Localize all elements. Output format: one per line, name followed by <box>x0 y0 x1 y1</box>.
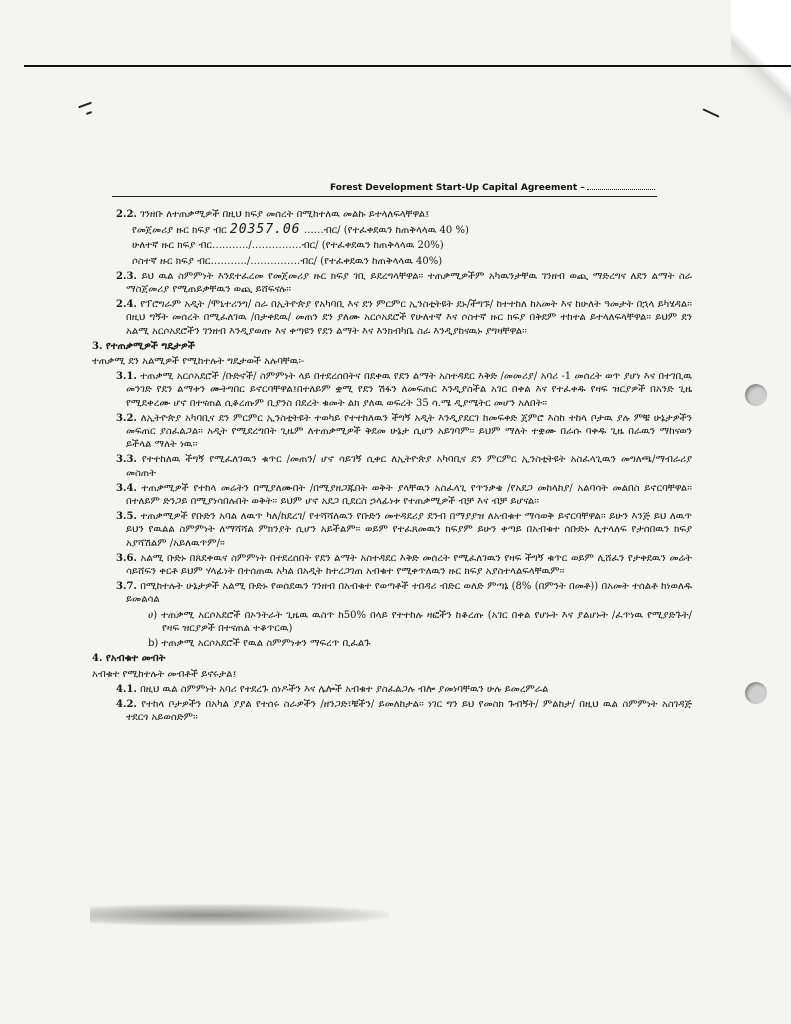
punch-hole <box>745 682 767 704</box>
clause-number: 3.7. <box>116 581 137 593</box>
header-title: Forest Development Start-Up Capital Agreement – <box>330 183 585 193</box>
clause-text: ገንዘቡ ለተጠቃሚዎች በዚህ ክፍያ መሰረት በሚከተለዉ መልኩ ይተላለፍላቸዋል፤ <box>140 209 430 220</box>
clause-2-4 <box>92 298 692 338</box>
clause-number: 2.3. <box>116 270 137 282</box>
scan-speck <box>78 102 92 109</box>
clause-number: 4.2. <box>116 698 137 710</box>
clause-3-7-a: ሀ) ተጠቃሚ አርሶአደሮች በኦንትራት ጊዜዉ ዉስጥ ከ50% በላይ የተተከሉ ዛፎችን ከቆረጡ (አገር በቀል የሆኑት እና ያልሆኑት /ፈጥነዉ የሚያድጉት/ የዛፍ ዝርያዎች በተናጠል ተቆጥርዉ) <box>148 609 692 634</box>
clause-text: ተጠቃሚዎች የተከላ መሬትን በሚያለሙበት /በሚያዘጋጁበት ወቅት ያላቸዉን አስፈላጊ የጥንቃቄ /የአደጋ መከላከያ/ አልባሳት መልበስ ይኖርባቸዋል፡፡ በተለይም ድንጋይ በሚያነሳበሉበት ወቅት፡፡ ይህም ሆኖ አደጋ ቢደርስ ኃላፊነቱ የተጠቃሚዎች ብቻ እና ብቻ ይሆናል፡፡ <box>126 482 692 508</box>
clause-2-3 <box>92 270 692 296</box>
header-rule <box>112 196 657 197</box>
clause-3-1 <box>92 370 692 410</box>
clause-text: ተጠቃሚ አርሶአደሮች /ቡድኖች/ ስምምነት ላይ በተደረሰበትና በደቀዉ የደን ልማት አስተዳደር እቅድ /መመሪያ/ አባሪ -1 መሰረት ወጥ ያሆነ እና በተገቢዉ መንገድ የደን ልማቱን ሙትግበር ይኖርባቸዋል፤በተለይም ቋሚ የደን ሽፋን ለመፍጠር እንዲያስችል አገር በቀል እና የተፈቀዱ የዛፍ ዝርያዎች በአንድ ጊዜ የሚደቀረሙ ሆኖ በተናጠል ሲቆረጡም ቢያንስ በደረት ቁመት ልክ ያለዉ ወፍረት 35 ሳ.ሜ ዲያሜትር መሆን አለበት፡፡ <box>126 371 692 409</box>
clause-3-6 <box>92 552 692 578</box>
clause-number: 3.3. <box>116 454 137 466</box>
document-body <box>92 208 692 726</box>
clause-3-2 <box>92 412 692 452</box>
payment-line-1-tail: ……ብር/ (የተፈቀደዉን ከጠቅላላዉ 40 %) <box>303 225 469 237</box>
clause-text: የፕሮግራም አዲት /ሞኒተሪንግ/ ስራ በኢትዮጵያ የአካባቢ እና ደን ምርምር ኢንስቲትዩት ደኑ/ችግኙ/ ከተተከለ ከአመት እና ከሁለት ዓመታት በኋላ ይካሄዳል፡፡ በዚህ ግኝት መሰረት በሚፈለገዉ /በታቀደዉ/ መጠን ደን ያለሙ አርሶአደሮች የሁለተኛ እና ሶስተኛ ዙር ክፍያ በቅደም ተከተል ይተላለፍላቸዋል፡፡ ይህም ደን አልሚ አርሶአደሮችን ገንዘብ እንዲያወጡ እና ቀጣዩን የደን ልማት እና እንክብካቤ ስራ እንዲያከናዉኑ ያግዛቸዋል፡፡ <box>126 299 692 337</box>
scan-speck <box>702 108 719 117</box>
clause-text: አልሚ ቡድኑ በጸደቀዉና ስምምነት በተደረሰበት የደን ልማት አስተዳደር እቅድ መሰረት የሚፈለገዉን የዛፍ ችግኝ ቁጥር ወይም ሊሸፈን የታቀደዉን መሬት ሳይሸፍን ቀርቶ ይህም ሃላፊነት በተሰጠዉ አካል በአዲት ከተረጋገጠ አብቁተ የሚቀጥለዉን ዙር ክፍያ አያስተላልፍላቸዉም፡፡ <box>126 552 692 578</box>
clause-3-7 <box>92 580 692 606</box>
section-3-intro: ተጠቃሚ ደን አልሚዎች የሚከተሉት ግዴታወች አሉባቸዉ፡- <box>92 356 305 368</box>
clause-4-2 <box>92 698 692 724</box>
payment-line-1-label: የመጀመሪያ ዙር ክፍያ ብር <box>132 225 227 237</box>
clause-3-4 <box>92 482 692 508</box>
top-rule <box>24 65 791 67</box>
clause-4-1 <box>92 683 692 696</box>
header-blank-line <box>587 189 655 190</box>
document-header <box>330 183 670 193</box>
section-4-intro: አብቁተ የሚከተሉት መብቶች ይኖሩታል፤ <box>92 668 237 680</box>
clause-number: 3.6. <box>116 552 137 564</box>
clause-number: 3.1. <box>116 371 137 383</box>
payment-line-3: ሶስተኛ ዙር ክፍያ ብር………../……………ብር/ (የተፈቀደዉን ከጠቅላላዉ 40%) <box>132 255 443 267</box>
clause-number: 3.5. <box>116 511 137 523</box>
clause-text: በዚህ ዉል ስምምነት አባሪ የተደረጉ ሰነዶችን እና ሌሎች አብቁተ ያስፈልጋሉ ብሎ ያመነባቸዉን ሁሉ ይመረምራል <box>140 683 549 695</box>
clause-text: ለኢትዮጵያ አካባቢና ደን ምርምር ኢንስቲትዩት ተወካይ የተተከለዉን ችግኝ አዲት እንዲያደርገ ከመፍቀድ ጀምሮ እስከ ተከላ ቦታዉ ያሉ ምቹ ሁኔታዎችን መፍጠር ያስፈልጋል፡፡ አዲት የሚደረግበት ጊዜም ለተጠቃሚዎች ቅደመ ሁኔታ ሲሆን አይገባም፡፡ ይህም ማለት ተቋሙ በራሱ ባቀዱ ጊዜ በራዉን ማከናወን ይችላል ማለት ነዉ፡፡ <box>126 412 692 451</box>
clause-number: 3.2. <box>116 412 137 424</box>
scan-speck <box>86 111 92 115</box>
clause-text: ይህ ዉል ስምምነት እንደተፈረመ የመጀመሪያ ዙር ክፍያ ገቢ ይደረግላቸዋል፡፡ ተጠቃሚዎችም አካዉንታቸዉ ገንዘብ ወጪ ማድረግና ለደን ልማት ስራ ማስጀመሪያ የሚጠይቃቸዉን ወጪ ይሸፍናሉ፡፡ <box>126 270 692 296</box>
payment-line-1 <box>92 223 692 237</box>
payment-line-2: ሁለተኛ ዙር ክፍያ ብር………../……………ብር/ (የተፈቀደዉን ከጠቅላላዉ 20%) <box>132 240 444 252</box>
clause-3-7-b: b) ተጠቃሚ አርሶአደሮች የዉል ስምምነቱን ማፍረጥ ቢፈልጉ <box>148 638 371 650</box>
clause-number: 4.1. <box>116 683 137 695</box>
folded-corner <box>731 0 791 150</box>
clause-number: 2.2. <box>116 209 137 220</box>
section-3-heading: 3. የተጠቃሚዎች ግዴታዎች <box>92 340 195 352</box>
clause-3-5 <box>92 510 692 550</box>
clause-text: የተተከለዉ ችግኝ የሚፈለገዉን ቁጥር /መጠን/ ሆኖ ሳይገኝ ሲቀር ለኢትዮጵያ አካባቢና ደን ምርምር ኢንስቲትዩት አስፈላጊዉን መግለጫ/ማብራሪያ መስጠት <box>126 454 692 479</box>
clause-number: 3.4. <box>116 482 137 494</box>
clause-number: 2.4. <box>116 299 137 311</box>
handwritten-amount: 20357.06 <box>229 222 301 238</box>
clause-3-3 <box>92 453 692 479</box>
clause-2-2 <box>92 208 692 221</box>
clause-text: በሚከተሉት ሁኔታዎች አልሚ ቡድኑ የወሰደዉን ገንዘብ በአብቁተ የወጣቶች ተበዳሪ ብድር ወለድ ምጣኔ (8% (በምንት በመቶ)) በአመት ተሰልቶ ከነወለዱ ይመልሳል <box>126 581 692 606</box>
punch-hole <box>745 384 767 406</box>
clause-text: የተከላ ቦታዎችን በአካል ያያል የተሰሩ ስራዎችን /ዘንጋድ፣ቹችን/ ይመለከታል፡፡ ነገር ግን ይህ የመስክ ጉብኝት/ ምልከታ/ በዚህ ዉል ስምምነት አስገዳጅ ተደርጎ አይወሰድም፡፡ <box>126 698 692 724</box>
section-4-heading: 4. የአብቁተ መብት <box>92 653 166 665</box>
scan-smudge <box>90 904 390 926</box>
clause-text: ተጠቃሚዎች የቡድን አባል ለዉጥ ካለ/ከደረገ/ የተሻሻለዉን የቡድን መተዳደሪያ ደንብ በማያያዝ ለአብቁተ ማሳወቅ ይኖርባቸዋል፡፡ ይሁን እንጅ ይህ ለዉጥ ይህን የዉልል ስምምነት ለማሻሻል ምክንያት ሲሆን አይችልም፡፡ ወይም የተፈጸመዉን ክፍያም ይሁን ቀጣይ በአብቁተ ሰቡድኑ ሊተላለፍ የታሰበዉን ክፍያ አያሻሽልም /አይለዉጥም/፡፡ <box>126 511 692 549</box>
